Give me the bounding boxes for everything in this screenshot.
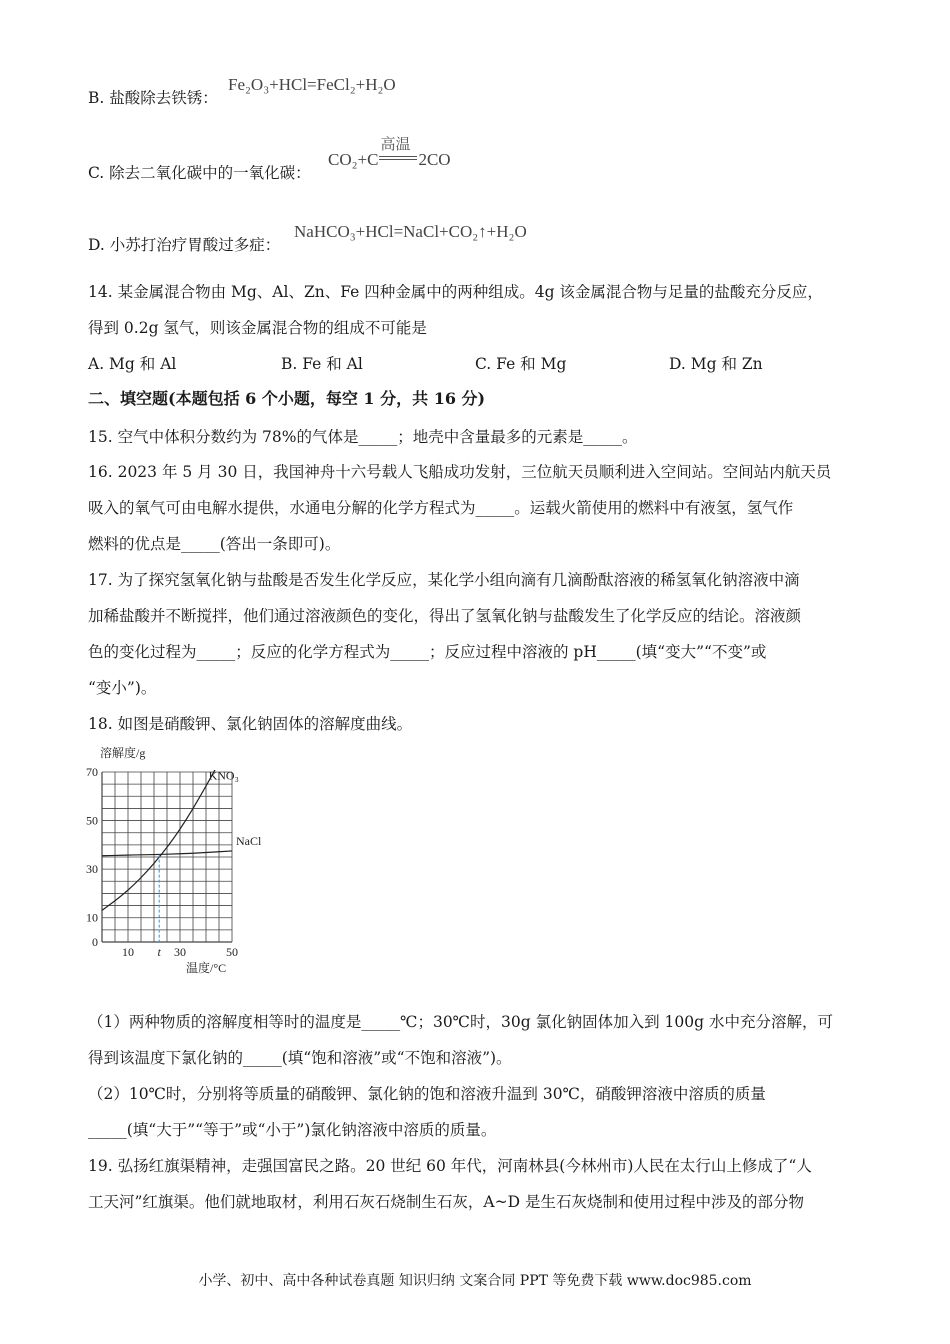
reaction-condition-arrow [378, 137, 418, 170]
y-tick-label: 0 [92, 935, 98, 949]
q17-line3: 色的变化过程为_____；反应的化学方程式为_____；反应过程中溶液的 pH_____(填“变大”“不变”或 [88, 643, 767, 661]
option-c-label: C. 除去二氧化碳中的一氧化碳： [88, 164, 311, 182]
x-tick-label: t [157, 945, 161, 959]
equals-double-line [379, 156, 417, 160]
q18-sub1-line2: 得到该温度下氯化钠的_____(填“饱和溶液”或“不饱和溶液”)。 [88, 1049, 512, 1067]
q17-line4: “变小”)。 [88, 679, 157, 697]
y-tick-label: 10 [86, 910, 98, 925]
option-d-label: D. 小苏打治疗胃酸过多症： [88, 236, 281, 254]
page-footer: 小学、初中、高中各种试卷真题 知识归纳 文案合同 PPT 等免费下载 www.doc985.com [198, 1273, 752, 1289]
nacl-label: NaCl [236, 833, 262, 848]
q16-line1: 16. 2023 年 5 月 30 日，我国神舟十六号载人飞船成功发射，三位航天员顺利进入空间站。空间站内航天员 [88, 463, 832, 481]
q17-line2: 加稀盐酸并不断搅拌，他们通过溶液颜色的变化，得出了氢氧化钠与盐酸发生了化学反应的结论。溶液颜 [88, 607, 802, 625]
q16-line3: 燃料的优点是_____(答出一条即可)。 [88, 535, 341, 553]
y-tick-label: 30 [86, 862, 98, 877]
y-tick-label: 70 [86, 765, 98, 779]
option-c-formula-left: CO₂+C [328, 150, 379, 169]
q17-line1: 17. 为了探究氢氧化钠与盐酸是否发生化学反应，某化学小组向滴有几滴酚酞溶液的稀氢氧化钠溶液中滴 [88, 571, 800, 589]
option-b-formula: Fe₂O₃+HCl=FeCl₂+H₂O [228, 75, 396, 94]
x-tick-label: 10 [122, 945, 134, 959]
solubility-chart [82, 742, 272, 982]
option-c-formula [328, 137, 451, 170]
q18-sub1-line1: （1）两种物质的溶解度相等时的温度是_____℃；30℃时，30g 氯化钠固体加入到 100g 水中充分溶解，可 [88, 1013, 833, 1031]
option-b-label: B. 盐酸除去铁锈： [88, 89, 218, 107]
q14-option-a: A. Mg 和 Al [88, 355, 177, 373]
q14-option-c: C. Fe 和 Mg [475, 355, 567, 373]
x-tick-label: 30 [174, 945, 186, 959]
q19-line1: 19. 弘扬红旗渠精神，走强国富民之路。20 世纪 60 年代，河南林县(今林州市)人民在太行山上修成了“人 [88, 1157, 812, 1175]
q14-line1: 14. 某金属混合物由 Mg、Al、Zn、Fe 四种金属中的两种组成。4g 该金属混合物与足量的盐酸充分反应， [88, 283, 823, 301]
q16-line2: 吸入的氧气可由电解水提供，水通电分解的化学方程式为_____。运载火箭使用的燃料中有液氢，氢气作 [88, 499, 794, 517]
q18-sub2-line2: _____(填“大于”“等于”或“小于”)氯化钠溶液中溶质的质量。 [88, 1121, 497, 1139]
q18-line1: 18. 如图是硝酸钾、氯化钠固体的溶解度曲线。 [88, 715, 413, 733]
q18-sub2-line1: （2）10℃时，分别将等质量的硝酸钾、氯化钠的饱和溶液升温到 30℃，硝酸钾溶液中溶质的质量 [88, 1085, 766, 1103]
section-heading: 二、填空题(本题包括 6 个小题，每空 1 分，共 16 分) [88, 389, 486, 408]
q14-option-b: B. Fe 和 Al [281, 355, 363, 373]
q14-line2: 得到 0.2g 氢气，则该金属混合物的组成不可能是 [88, 319, 427, 337]
kno3-label: KNO₃ [208, 768, 239, 783]
y-axis-label: 溶解度/g [100, 746, 146, 760]
option-c-formula-right: 2CO [418, 150, 451, 169]
q15-line1: 15. 空气中体积分数约为 78%的气体是_____；地壳中含量最多的元素是_____。 [88, 428, 638, 446]
chart-grid [102, 772, 232, 942]
x-axis-label: 温度/°C [186, 961, 227, 975]
y-tick-label: 50 [86, 813, 98, 828]
q19-line2: 工天河”红旗渠。他们就地取材，利用石灰石烧制生石灰，A~D 是生石灰烧制和使用过程中涉及的部分物 [88, 1193, 804, 1211]
q14-option-d: D. Mg 和 Zn [669, 355, 763, 373]
x-tick-label: 50 [226, 945, 238, 959]
reaction-condition: 高温 [380, 137, 411, 153]
option-d-formula: NaHCO₃+HCl=NaCl+CO₂↑+H₂O [294, 222, 527, 241]
